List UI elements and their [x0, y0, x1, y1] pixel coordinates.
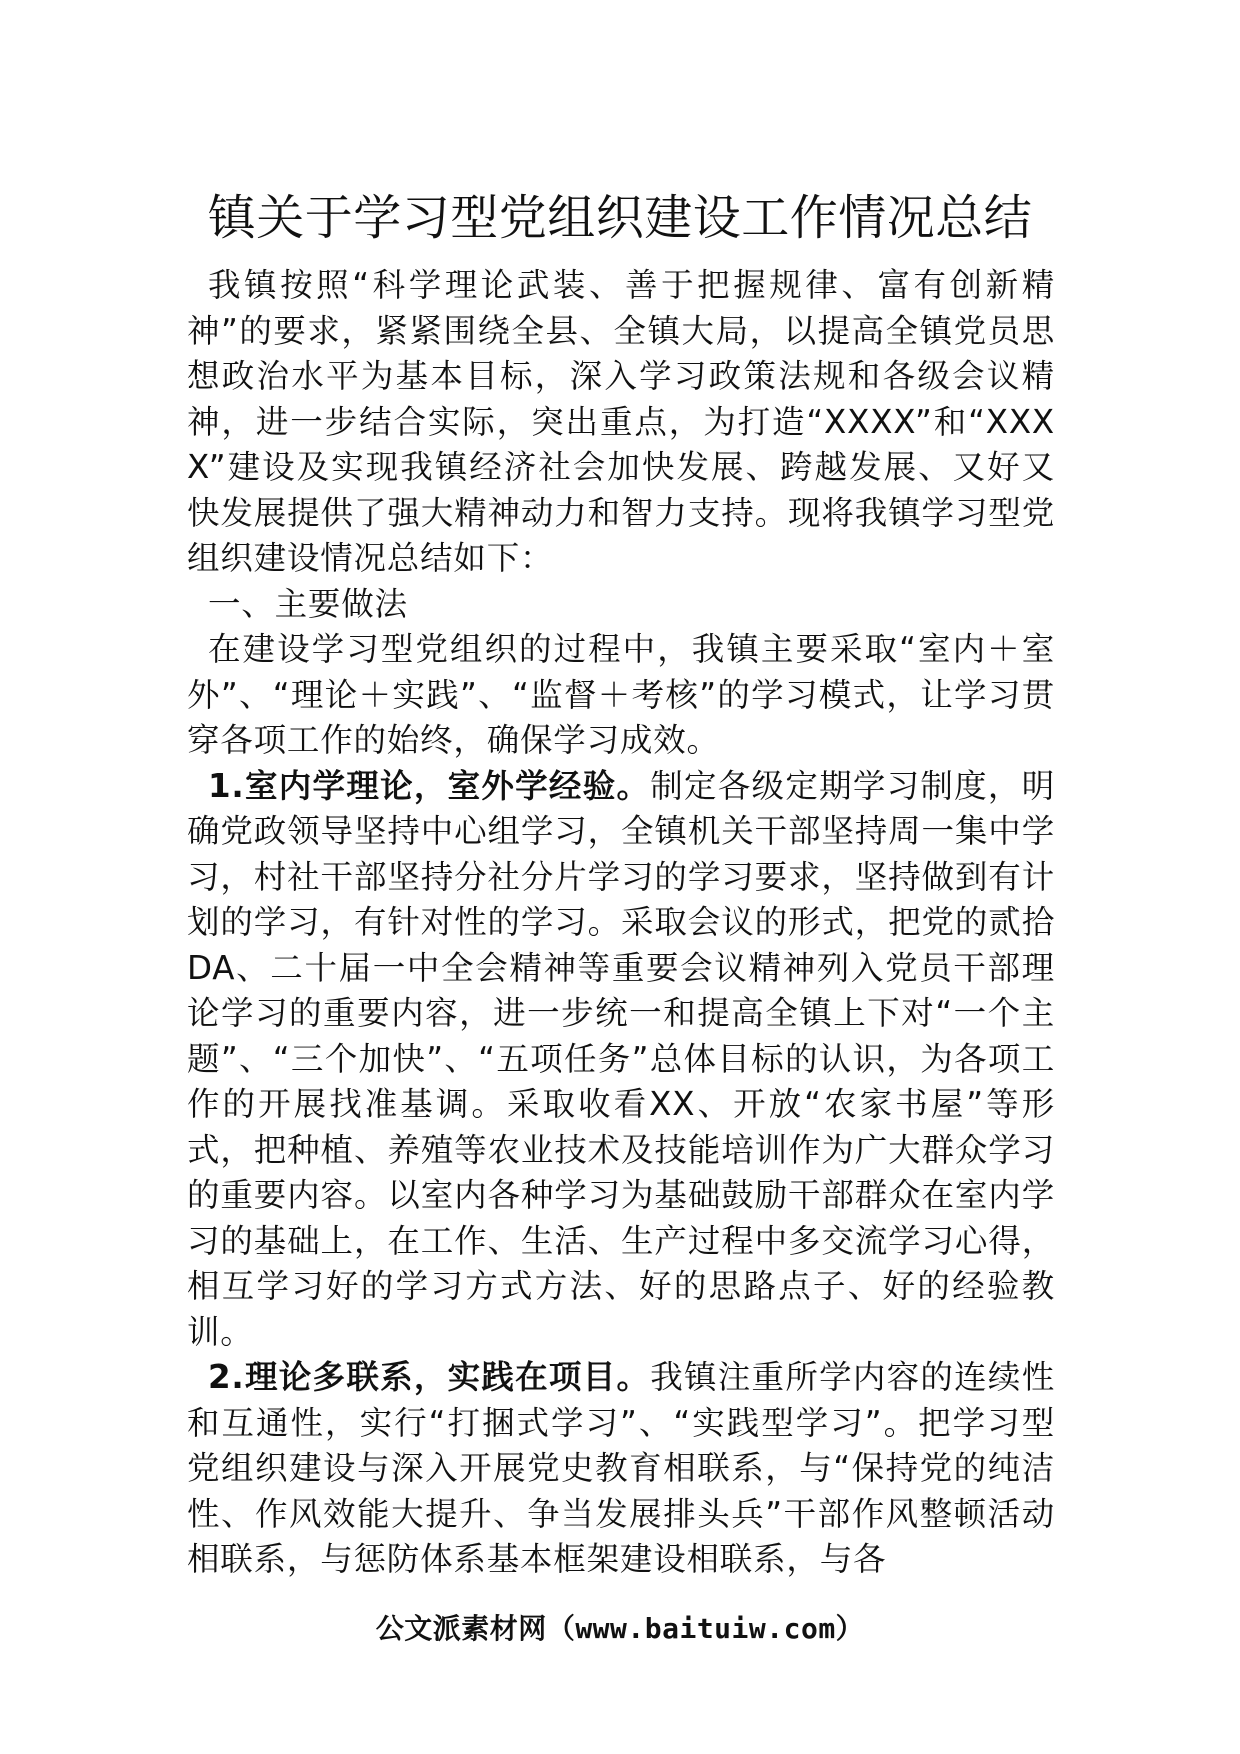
section-heading: 一、主要做法	[208, 584, 408, 623]
item-2-text: 我镇注重所学内容的连续性和互通性，实行“打捆式学习”、“实践型学习”。把学习型党组织建设与深入开展党史教育相联系，与“保持党的纯洁性、作风效能大提升、争当发展排头兵”干部作风整顿活动相联系，与惩防体系基本框架建设相联系，与各	[187, 1358, 1055, 1578]
document-body	[187, 263, 1055, 1583]
section-intro-paragraph: 在建设学习型党组织的过程中，我镇主要采取“室内＋室外”、“理论＋实践”、“监督＋考核”的学习模式，让学习贯穿各项工作的始终，确保学习成效。	[187, 630, 1055, 759]
intro-paragraph: 我镇按照“科学理论武装、善于把握规律、富有创新精神”的要求，紧紧围绕全县、全镇大局，以提高全镇党员思想政治水平为基本目标，深入学习政策法规和各级会议精神，进一步结合实际，突出重点，为打造“XXXX”和“XXXX”建设及实现我镇经济社会加快发展、跨越发展、又好又快发展提供了强大精神动力和智力支持。现将我镇学习型党组织建设情况总结如下：	[187, 266, 1055, 577]
item-2-paragraph	[187, 1355, 1055, 1583]
footer-site-name: 公文派素材网	[375, 1612, 547, 1645]
footer-watermark	[0, 1609, 1240, 1649]
footer-url: （www.baituiw.com）	[546, 1612, 865, 1645]
item-1-lead: 1.室内学理论，室外学经验。	[208, 766, 651, 805]
item-1-text: 制定各级定期学习制度，明确党政领导坚持中心组学习，全镇机关干部坚持周一集中学习，村社干部坚持分社分片学习的学习要求，坚持做到有计划的学习，有针对性的学习。采取会议的形式，把党的贰拾DA、二十届一中全会精神等重要会议精神列入党员干部理论学习的重要内容，进一步统一和提高全镇上下对“一个主题”、“三个加快”、“五项任务”总体目标的认识，为各项工作的开展找准基调。采取收看XX、开放“农家书屋”等形式，把种植、养殖等农业技术及技能培训作为广大群众学习的重要内容。以室内各种学习为基础鼓励干部群众在室内学习的基础上，在工作、生活、生产过程中多交流学习心得，相互学习好的学习方式方法、好的思路点子、好的经验教训。	[187, 766, 1055, 1351]
document-title: 镇关于学习型党组织建设工作情况总结	[207, 190, 1033, 246]
item-1-paragraph	[187, 764, 1055, 1356]
item-2-lead: 2.理论多联系，实践在项目。	[208, 1358, 651, 1396]
